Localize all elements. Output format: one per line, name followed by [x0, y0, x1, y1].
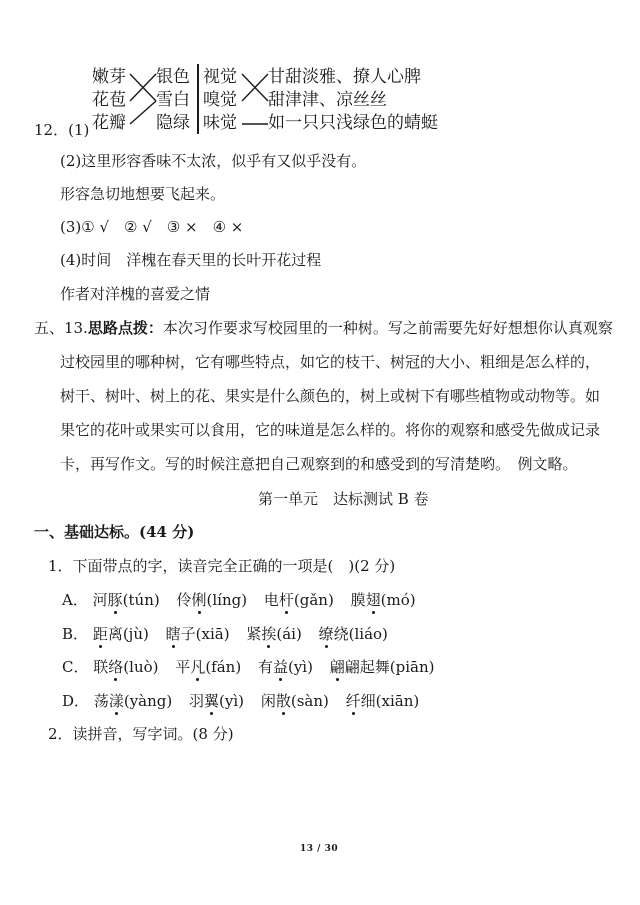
description-2: 甜津津、凉丝丝 — [268, 90, 387, 110]
match-lines-left — [128, 66, 158, 136]
option-label: B． — [62, 625, 89, 643]
unit-title: 第一单元 达标测试 B 卷 — [258, 490, 429, 508]
mid-word-2: 雪白 — [156, 90, 190, 110]
q1-stem: 1．下面带点的字，读音完全正确的一项是( )(2 分) — [48, 557, 396, 575]
sense-3: 味觉 — [203, 113, 237, 133]
section5-line-3: 树干、树叶、树上的花、果实是什么颜色的，树上或树下有哪些植物或动物等。如 — [60, 387, 601, 405]
option-item: 有益(yì) — [257, 658, 313, 676]
sense-2: 嗅觉 — [203, 90, 237, 110]
part1-heading: 一、基础达标。(44 分) — [34, 523, 195, 541]
description-3: 如一只只浅绿色的蜻蜓 — [268, 113, 438, 133]
section5-first-line — [34, 318, 613, 338]
page-number: 13 / 30 — [300, 844, 339, 854]
section5-line-2: 过校园里的哪种树，它有哪些特点，如它的枝干、树冠的大小、粗细是怎么样的， — [60, 353, 601, 371]
option-item: 翩翩起舞(piān) — [329, 658, 435, 676]
description-1: 甘甜淡雅、撩人心脾 — [268, 67, 421, 87]
left-word-3: 花瓣 — [92, 113, 126, 133]
section5-line-4: 果它的花叶或果实可以食用，它的味道是怎么样的。将你的观察和感受先做成记录 — [60, 421, 601, 439]
mid-word-1: 银色 — [156, 67, 190, 87]
mid-word-3: 隐绿 — [156, 113, 190, 133]
option-label: A． — [62, 591, 88, 609]
q1-option-c — [62, 657, 434, 677]
section5-label: 思路点拨： — [87, 319, 163, 337]
sense-1: 视觉 — [203, 67, 237, 87]
table-divider — [197, 64, 199, 134]
q12-part2a: (2)这里形容香味不太浓，似乎有又似乎没有。 — [60, 152, 367, 170]
option-item: 闲散(sàn) — [260, 692, 329, 710]
q12-part4b: 作者对洋槐的喜爱之情 — [60, 285, 211, 303]
option-item: 距离(jù) — [92, 625, 149, 643]
section5-line-1: 本次习作要求写校园里的一种树。写之前需要先好好想想你认真观察 — [162, 319, 613, 337]
q12-part4a: (4)时间 洋槐在春天里的长叶开花过程 — [60, 251, 322, 269]
section5-line-5: 卡，再写作文。写的时候注意把自己观察到的和感受到的写清楚哟。 例文略。 — [60, 455, 578, 473]
match-lines-right — [240, 66, 270, 136]
option-item: 瞎子(xiā) — [165, 625, 230, 643]
q12-number: 12．(1) — [34, 121, 90, 139]
q1-option-a — [62, 590, 416, 610]
option-item: 伶俐(líng) — [176, 591, 248, 609]
option-item: 膜翅(mó) — [350, 591, 416, 609]
option-item: 缭绕(liáo) — [318, 625, 388, 643]
option-label: D． — [62, 692, 90, 710]
option-item: 平凡(fán) — [175, 658, 242, 676]
option-item: 荡漾(yàng) — [93, 692, 173, 710]
option-label: C． — [62, 658, 89, 676]
option-item: 羽翼(yì) — [189, 692, 245, 710]
left-word-1: 嫩芽 — [92, 67, 126, 87]
q1-option-d — [62, 691, 419, 711]
section5-prefix: 五、13. — [34, 319, 88, 337]
option-item: 电杆(gǎn) — [263, 591, 334, 609]
option-item: 河豚(tún) — [92, 591, 160, 609]
q12-part3: (3)① √ ② √ ③ × ④ × — [60, 218, 244, 236]
left-word-2: 花苞 — [92, 90, 126, 110]
option-item: 紧挨(ái) — [246, 625, 302, 643]
q2-stem: 2．读拼音，写字词。(8 分) — [48, 725, 234, 743]
q12-part2b: 形容急切地想要飞起来。 — [60, 185, 226, 203]
option-item: 联络(luò) — [93, 658, 159, 676]
q1-option-b — [62, 624, 388, 644]
option-item: 纤细(xiān) — [345, 692, 420, 710]
